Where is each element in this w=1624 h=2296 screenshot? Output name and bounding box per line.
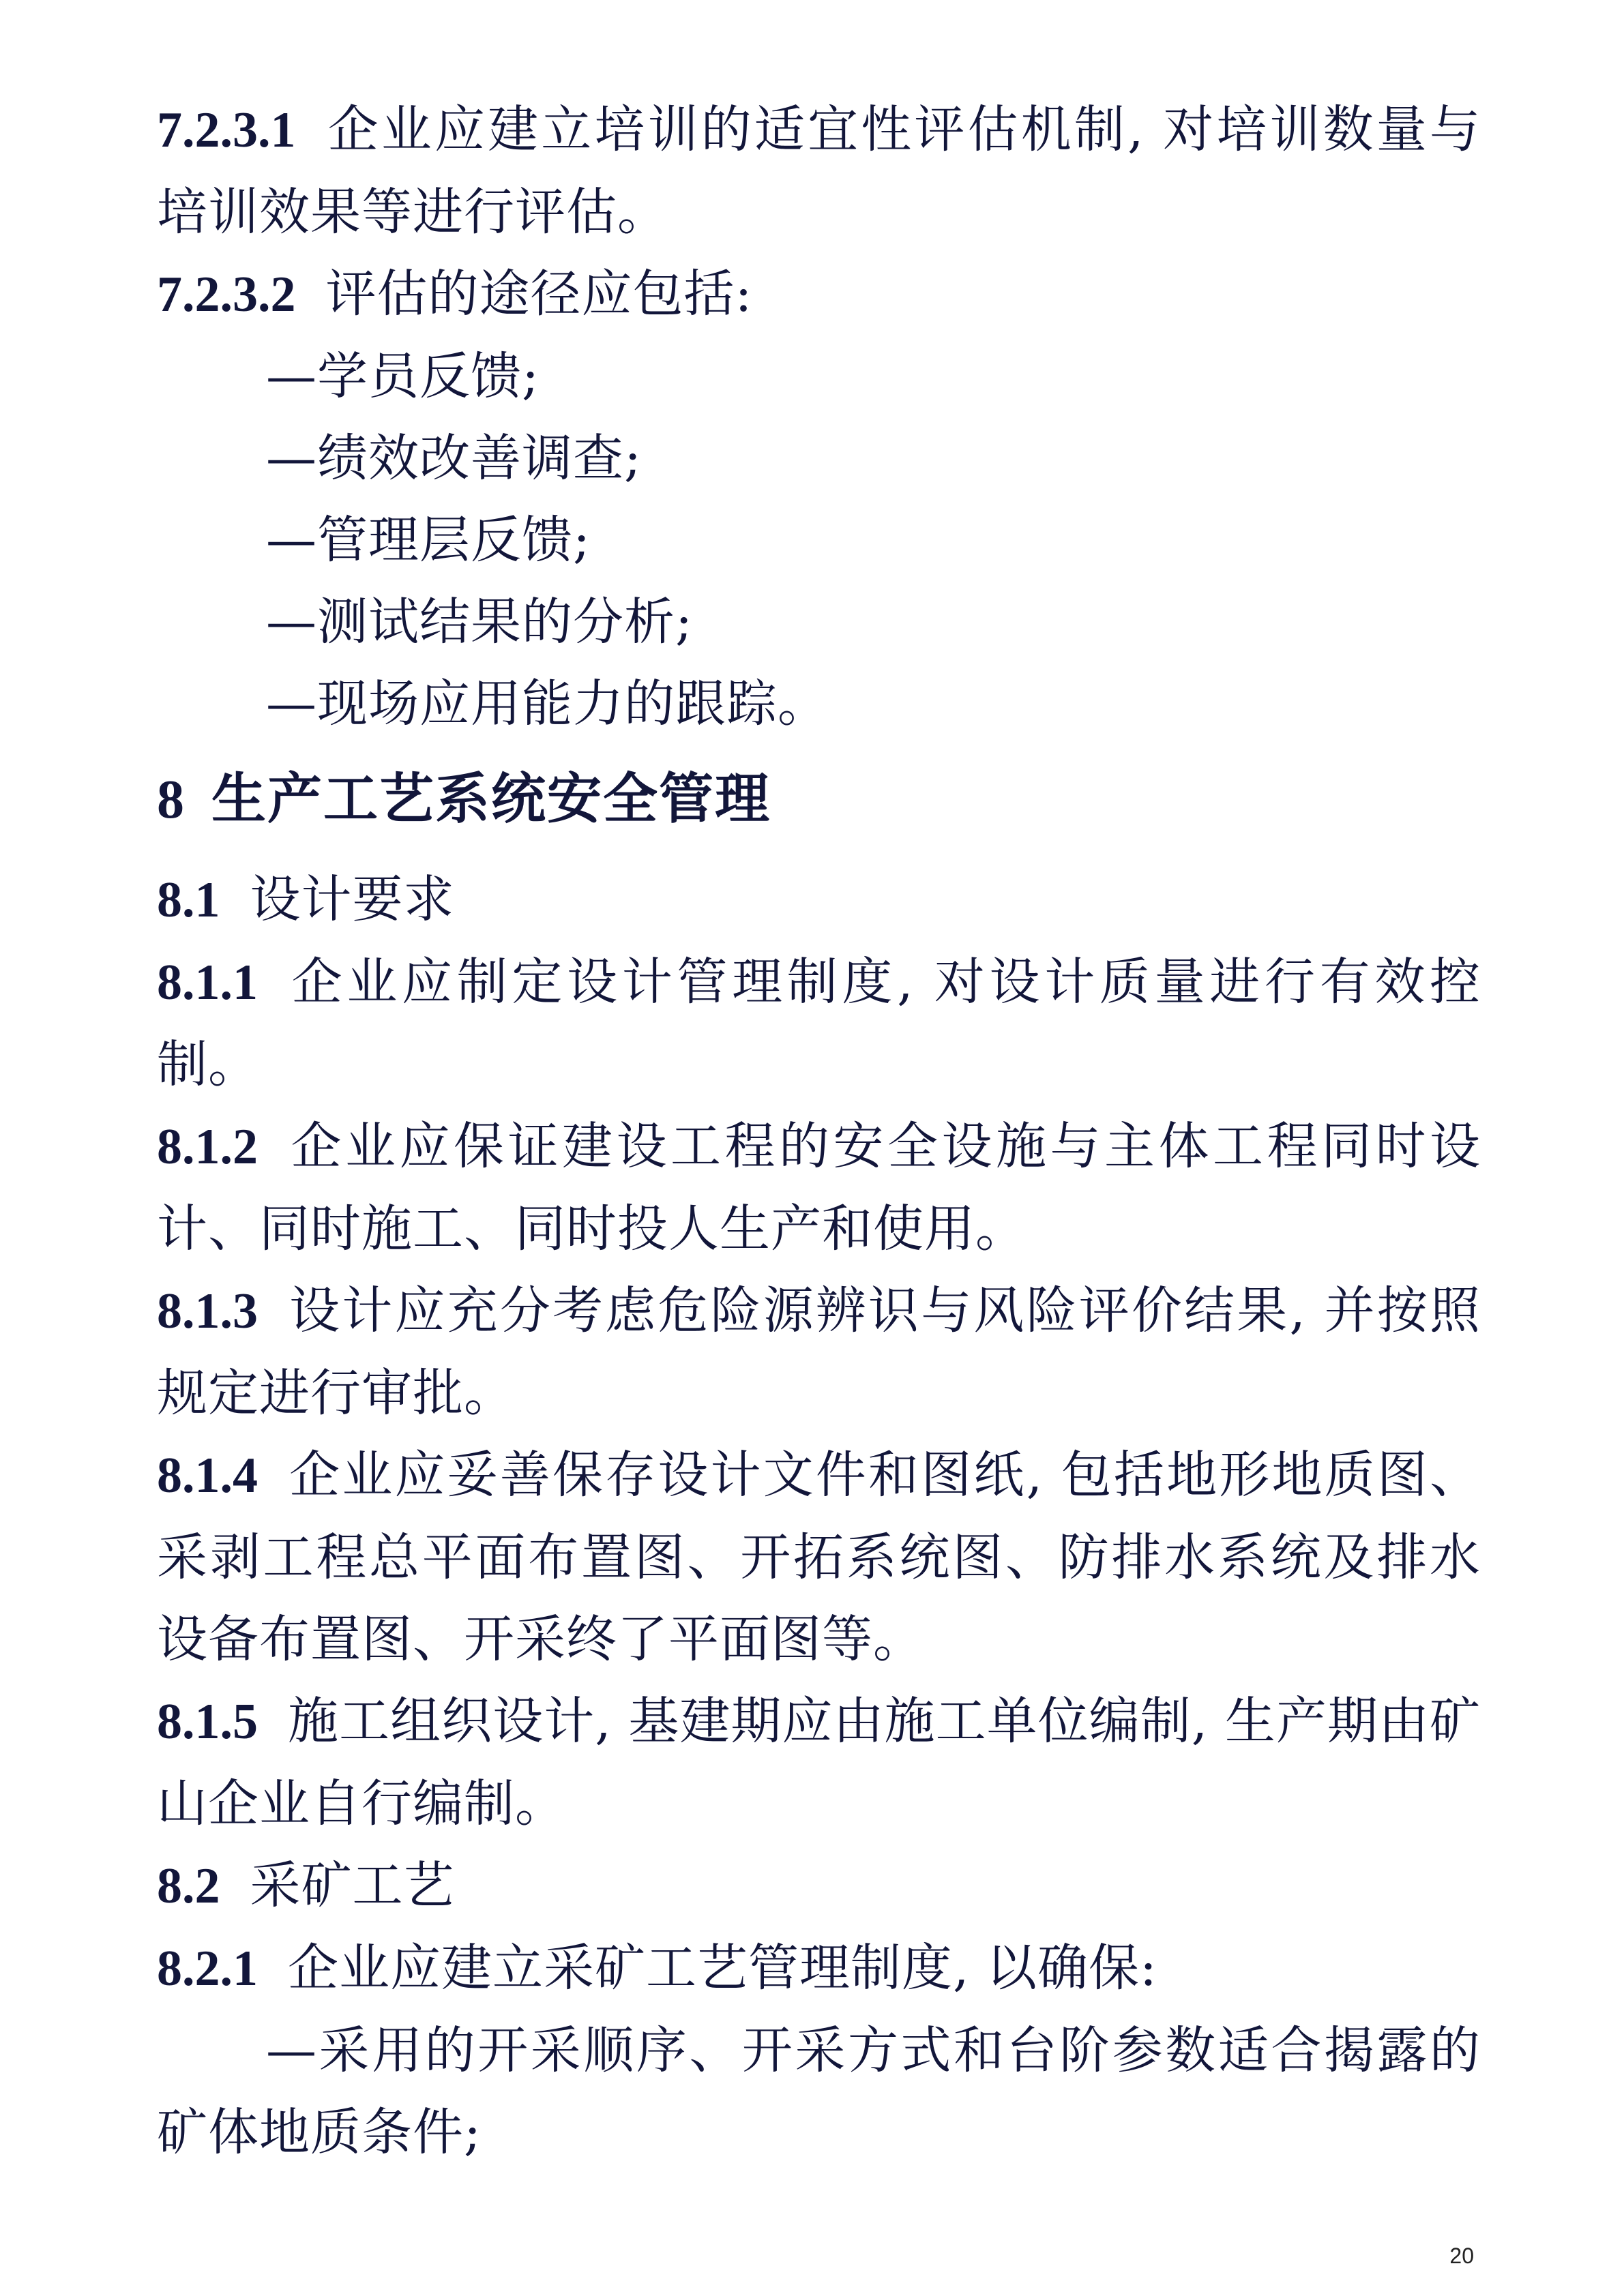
clause-paragraph [157, 1680, 1481, 1845]
clause-number: 8.1.5 [157, 1694, 258, 1750]
list-item-text: —学员反馈; [266, 347, 540, 406]
clause-text: 评估的途径应包括: [325, 265, 753, 323]
list-item [157, 417, 1481, 499]
list-item [157, 663, 1481, 745]
list-item [157, 2010, 1481, 2173]
clause-paragraph [157, 1434, 1481, 1680]
clause-text: 施工组织设计, 基建期应由施工单位编制, 生产期由矿山企业自行编制。 [157, 1692, 1481, 1833]
list-item-text: —测试结果的分析; [266, 593, 693, 651]
list-item [157, 581, 1481, 663]
list-item-text: —现场应用能力的跟踪。 [266, 674, 829, 733]
clause-paragraph [157, 1845, 1481, 1927]
clause-number: 7.2.3.1 [157, 102, 296, 158]
clause-text: 企业应制定设计管理制度, 对设计质量进行有效控制。 [157, 953, 1481, 1094]
document-body [157, 89, 1481, 2173]
clause-text: 企业应建立采矿工艺管理制度, 以确保: [288, 1939, 1157, 1997]
clause-text: 生产工艺系统安全管理 [211, 767, 771, 831]
clause-number: 8.1.3 [157, 1283, 258, 1339]
clause-paragraph [157, 1927, 1481, 2010]
list-item [157, 336, 1481, 417]
clause-text: 企业应建立培训的适宜性评估机制, 对培训数量与培训效果等进行评估。 [157, 100, 1481, 241]
clause-number: 8.2.1 [157, 1941, 258, 1997]
clause-number: 8.1.1 [157, 955, 258, 1011]
clause-number: 7.2.3.2 [157, 267, 296, 323]
clause-number: 8.2 [157, 1858, 220, 1914]
clause-paragraph [157, 253, 1481, 336]
clause-paragraph [157, 89, 1481, 253]
clause-text: 设计应充分考虑危险源辨识与风险评价结果, 并按照规定进行审批。 [157, 1281, 1481, 1422]
clause-number: 8.1 [157, 872, 220, 928]
clause-number: 8.1.2 [157, 1119, 258, 1175]
clause-text: 企业应保证建设工程的安全设施与主体工程同时设计、同时施工、同时投人生产和使用。 [157, 1117, 1481, 1258]
clause-paragraph [157, 941, 1481, 1105]
clause-text: 设计要求 [250, 870, 455, 929]
list-item-text: —采用的开采顺序、开采方式和台阶参数适合揭露的矿体地质条件; [157, 2021, 1481, 2162]
chapter-heading [157, 758, 1481, 841]
list-item [157, 499, 1481, 581]
clause-number: 8.1.4 [157, 1448, 258, 1504]
list-item-text: —绩效改善调查; [266, 429, 642, 488]
clause-paragraph [157, 859, 1481, 941]
clause-paragraph [157, 1105, 1481, 1270]
page-number: 20 [1449, 2243, 1474, 2268]
clause-paragraph [157, 1270, 1481, 1434]
list-item-text: —管理层反馈; [266, 511, 591, 569]
clause-text: 企业应妥善保存设计文件和图纸, 包括地形地质图、采剥工程总平面布置图、开拓系统图、防排水系统及排水设备布置图、开采终了平面图等。 [157, 1446, 1481, 1669]
clause-text: 采矿工艺 [250, 1856, 455, 1915]
clause-number: 8 [157, 770, 184, 830]
